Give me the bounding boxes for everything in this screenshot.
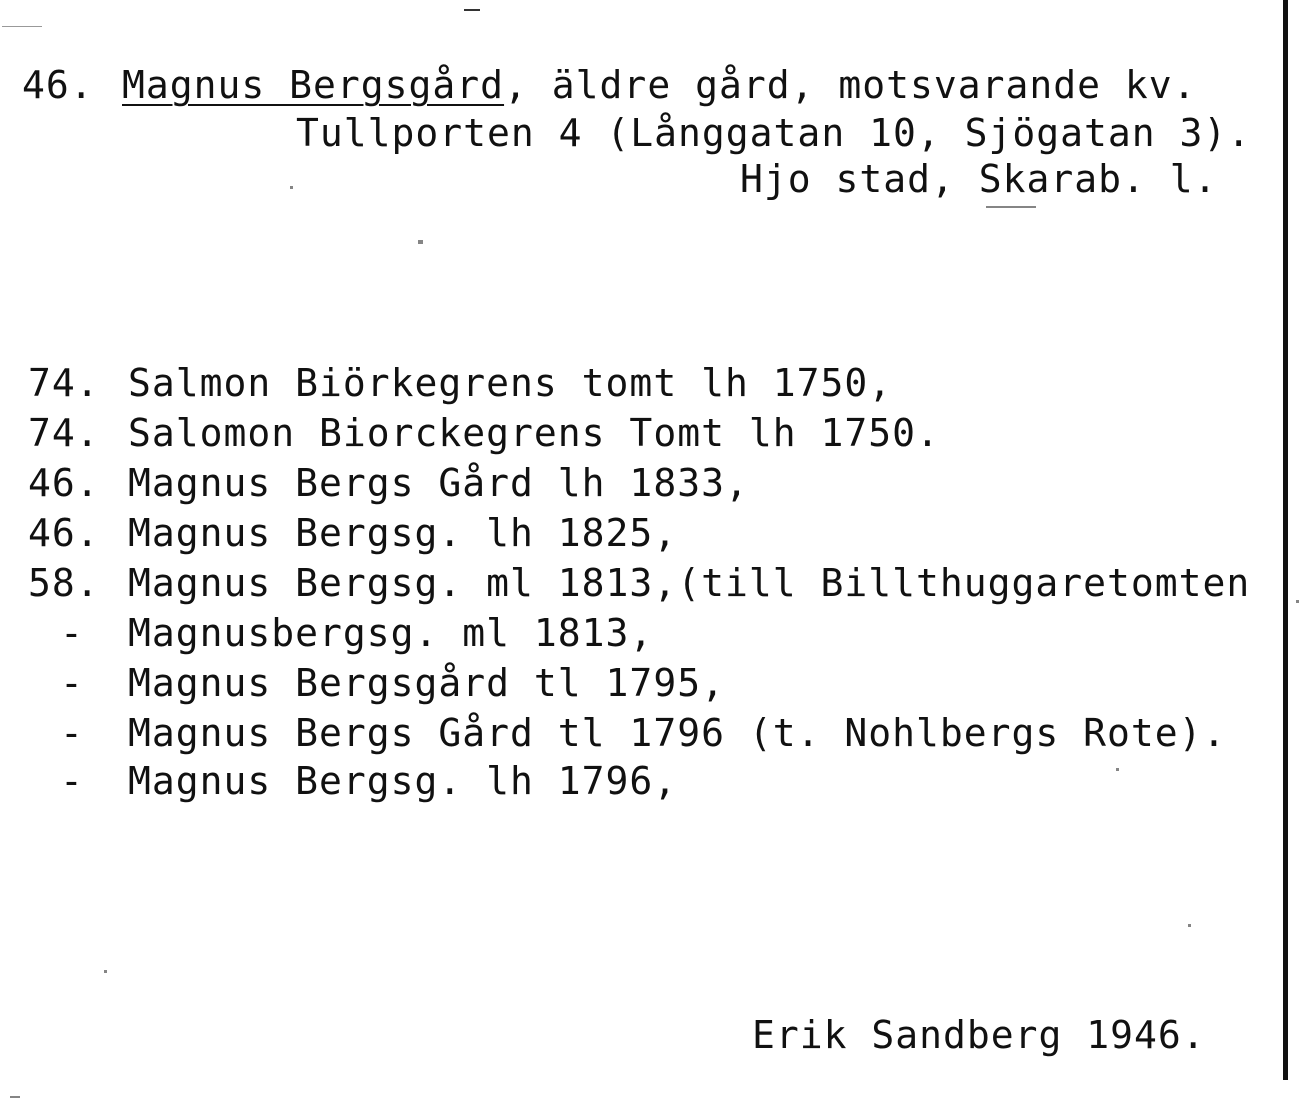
entry-number: -	[60, 711, 84, 755]
entry-text: Magnus Bergsg. lh 1796,	[128, 759, 678, 803]
scan-speck	[2, 26, 42, 27]
entry-text: Magnus Bergsg. ml 1813,(till Billthuggaretomten	[128, 561, 1251, 605]
entry-text: Magnus Bergsg. lh 1825,	[128, 511, 678, 555]
entry-row	[28, 759, 678, 803]
header-line-1	[22, 63, 1197, 107]
scan-speck	[986, 206, 1036, 208]
entry-row	[28, 561, 1251, 605]
entry-number: 74.	[28, 411, 100, 455]
entry-row	[28, 411, 940, 455]
entry-row	[28, 511, 678, 555]
scan-speck	[418, 240, 423, 244]
entry-row	[28, 461, 749, 505]
header-name: Magnus Bergsgård	[122, 63, 505, 107]
entry-row	[28, 361, 893, 405]
entry-row	[28, 661, 725, 705]
entry-text: Magnusbergsg. ml 1813,	[128, 611, 654, 655]
entry-number: -	[60, 759, 84, 803]
entry-number: -	[60, 661, 84, 705]
card-edge-line	[1283, 0, 1288, 1080]
entry-row	[28, 711, 1227, 755]
scan-speck	[1188, 924, 1191, 927]
signature: Erik Sandberg 1946.	[752, 1013, 1206, 1057]
entry-text: Magnus Bergs Gård tl 1796 (t. Nohlbergs Rote).	[128, 711, 1227, 755]
header-line-2: Tullporten 4 (Långgatan 10, Sjögatan 3).	[296, 111, 1252, 155]
entry-number: -	[60, 611, 84, 655]
scan-speck	[1116, 768, 1119, 771]
entry-number: 74.	[28, 361, 100, 405]
entry-number: 46.	[28, 511, 100, 555]
scan-speck	[1296, 600, 1299, 603]
header-line-3: Hjo stad, Skarab. l.	[740, 157, 1218, 201]
entry-row	[28, 611, 654, 655]
scan-speck	[464, 9, 480, 11]
header-line-1-rest: , äldre gård, motsvarande kv.	[504, 63, 1197, 107]
scan-speck	[290, 186, 293, 189]
scan-speck	[10, 1096, 20, 1098]
header-number: 46.	[22, 63, 94, 107]
entry-text: Magnus Bergsgård tl 1795,	[128, 661, 725, 705]
entry-text: Salmon Biörkegrens tomt lh 1750,	[128, 361, 893, 405]
entry-text: Magnus Bergs Gård lh 1833,	[128, 461, 749, 505]
entry-text: Salomon Biorckegrens Tomt lh 1750.	[128, 411, 940, 455]
scan-speck	[104, 970, 107, 973]
entry-number: 46.	[28, 461, 100, 505]
entry-number: 58.	[28, 561, 100, 605]
